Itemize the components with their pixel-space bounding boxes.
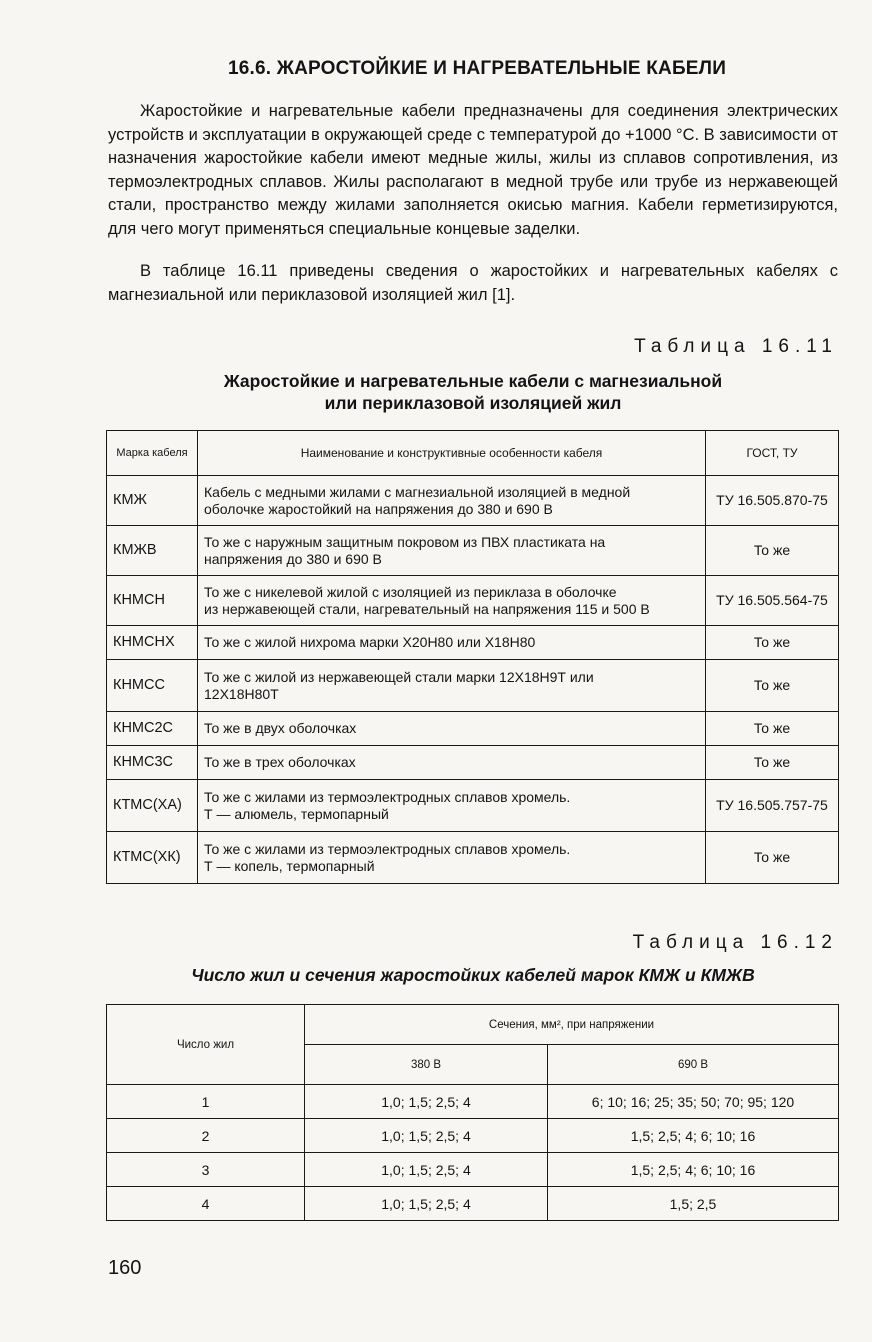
cell-description bbox=[198, 780, 706, 832]
table-row bbox=[107, 526, 839, 576]
cell-380v: 1,0; 1,5; 2,5; 4 bbox=[305, 1085, 548, 1119]
cell-gost: То же bbox=[706, 746, 839, 780]
cell-gost: ТУ 16.505.757-75 bbox=[706, 780, 839, 832]
cell-description bbox=[198, 476, 706, 526]
table-row bbox=[107, 1085, 839, 1119]
table-16-12 bbox=[106, 1004, 839, 1221]
cell-description bbox=[198, 832, 706, 884]
cell-description bbox=[198, 660, 706, 712]
description-line: напряжения до 380 и 690 В bbox=[204, 550, 382, 567]
cell-690v: 1,5; 2,5; 4; 6; 10; 16 bbox=[548, 1119, 839, 1153]
table-row bbox=[107, 1119, 839, 1153]
cell-mark: КНМС3С bbox=[107, 746, 198, 780]
table-16-11-caption bbox=[108, 370, 838, 414]
table-row bbox=[107, 832, 839, 884]
cell-gost: То же bbox=[706, 712, 839, 746]
table-row bbox=[107, 476, 839, 526]
description-line: То же с жилами из термоэлектродных сплавов хромель. bbox=[204, 840, 571, 857]
description-line: То же с жилами из термоэлектродных сплавов хромель. bbox=[204, 788, 571, 805]
cell-gost: То же bbox=[706, 660, 839, 712]
description-line: Т — копель, термопарный bbox=[204, 857, 375, 874]
section-heading: 16.6. ЖАРОСТОЙКИЕ И НАГРЕВАТЕЛЬНЫЕ КАБЕЛИ bbox=[228, 58, 727, 79]
header-gost: ГОСТ, ТУ bbox=[706, 431, 839, 476]
table-row bbox=[107, 1153, 839, 1187]
cell-cores: 1 bbox=[107, 1085, 305, 1119]
table-row bbox=[107, 1187, 839, 1221]
table-row bbox=[107, 746, 839, 780]
cell-gost: ТУ 16.505.870-75 bbox=[706, 476, 839, 526]
cell-gost: То же bbox=[706, 832, 839, 884]
header-cable-description: Наименование и конструктивные особенности кабеля bbox=[198, 431, 706, 476]
paragraph-table-reference: В таблице 16.11 приведены сведения о жаростойких и нагревательных кабелях с магнезиальной или периклазовой изоляцией жил [1]. bbox=[108, 262, 838, 304]
cell-cores: 4 bbox=[107, 1187, 305, 1221]
table-16-11-caption-line2: или периклазовой изоляцией жил bbox=[324, 393, 622, 413]
page-number: 160 bbox=[108, 1257, 142, 1279]
cell-cores: 3 bbox=[107, 1153, 305, 1187]
cell-description: То же в трех оболочках bbox=[198, 746, 706, 780]
header-number-of-cores: Число жил bbox=[107, 1005, 305, 1085]
description-line: оболочке жаростойкий на напряжения до 380 и 690 В bbox=[204, 500, 553, 517]
cell-gost: ТУ 16.505.564-75 bbox=[706, 576, 839, 626]
cell-description bbox=[198, 526, 706, 576]
paragraph-intro: Жаростойкие и нагревательные кабели предназначены для соединения электрических устройств и эксплуатации в окружающей среде с температурой до +1000 °С. В зависимости от назначения жаростойкие кабели имеют медные жилы, жилы из сплавов сопротивления, из термоэлектродных сплавов. Жилы располагают в медной трубе или трубе из нержавеющей стали, пространство между жилами заполняется окисью магния. Кабели герметизируются, для чего могут применяться специальные концевые заделки. bbox=[108, 102, 838, 238]
description-line: Кабель с медными жилами с магнезиальной изоляцией в медной bbox=[204, 483, 631, 500]
cell-mark: КМЖ bbox=[107, 476, 198, 526]
cell-690v: 1,5; 2,5; 4; 6; 10; 16 bbox=[548, 1153, 839, 1187]
cell-description bbox=[198, 576, 706, 626]
cell-690v: 6; 10; 16; 25; 35; 50; 70; 95; 120 bbox=[548, 1085, 839, 1119]
description-line: из нержавеющей стали, нагревательный на напряжения 115 и 500 В bbox=[204, 600, 650, 617]
cell-mark: КТМС(ХК) bbox=[107, 832, 198, 884]
description-line: 12Х18Н80Т bbox=[204, 685, 279, 702]
table-row bbox=[107, 626, 839, 660]
table-row bbox=[107, 712, 839, 746]
table-row bbox=[107, 576, 839, 626]
cell-description: То же с жилой нихрома марки Х20Н80 или Х18Н80 bbox=[198, 626, 706, 660]
table-header-row bbox=[107, 1005, 839, 1045]
cell-690v: 1,5; 2,5 bbox=[548, 1187, 839, 1221]
header-380v: 380 В bbox=[305, 1045, 548, 1085]
cell-mark: КНМС2С bbox=[107, 712, 198, 746]
cell-gost: То же bbox=[706, 626, 839, 660]
description-line: Т — алюмель, термопарный bbox=[204, 805, 389, 822]
table-16-12-label: Таблица 16.12 bbox=[632, 932, 838, 953]
cell-cores: 2 bbox=[107, 1119, 305, 1153]
table-row bbox=[107, 780, 839, 832]
cell-mark: КНМСНХ bbox=[107, 626, 198, 660]
header-cable-mark: Марка кабеля bbox=[107, 431, 198, 476]
cell-mark: КТМС(ХА) bbox=[107, 780, 198, 832]
cell-mark: КНМСС bbox=[107, 660, 198, 712]
description-line: То же с жилой из нержавеющей стали марки 12Х18Н9Т или bbox=[204, 668, 594, 685]
table-16-11-caption-line1: Жаростойкие и нагревательные кабели с магнезиальной bbox=[223, 371, 723, 391]
description-line: То же с никелевой жилой с изоляцией из периклаза в оболочке bbox=[204, 583, 617, 600]
table-16-12-caption: Число жил и сечения жаростойких кабелей марок КМЖ и КМЖВ bbox=[191, 965, 755, 985]
header-690v: 690 В bbox=[548, 1045, 839, 1085]
table-header-row bbox=[107, 431, 839, 476]
cell-380v: 1,0; 1,5; 2,5; 4 bbox=[305, 1153, 548, 1187]
table-row bbox=[107, 660, 839, 712]
description-line: То же с наружным защитным покровом из ПВХ пластиката на bbox=[204, 533, 606, 550]
header-sections: Сечения, мм², при напряжении bbox=[305, 1005, 839, 1045]
cell-description: То же в двух оболочках bbox=[198, 712, 706, 746]
cell-gost: То же bbox=[706, 526, 839, 576]
table-16-11-label: Таблица 16.11 bbox=[634, 336, 838, 357]
cell-mark: КМЖВ bbox=[107, 526, 198, 576]
cell-380v: 1,0; 1,5; 2,5; 4 bbox=[305, 1187, 548, 1221]
table-16-11 bbox=[106, 430, 839, 884]
cell-mark: КНМСН bbox=[107, 576, 198, 626]
cell-380v: 1,0; 1,5; 2,5; 4 bbox=[305, 1119, 548, 1153]
